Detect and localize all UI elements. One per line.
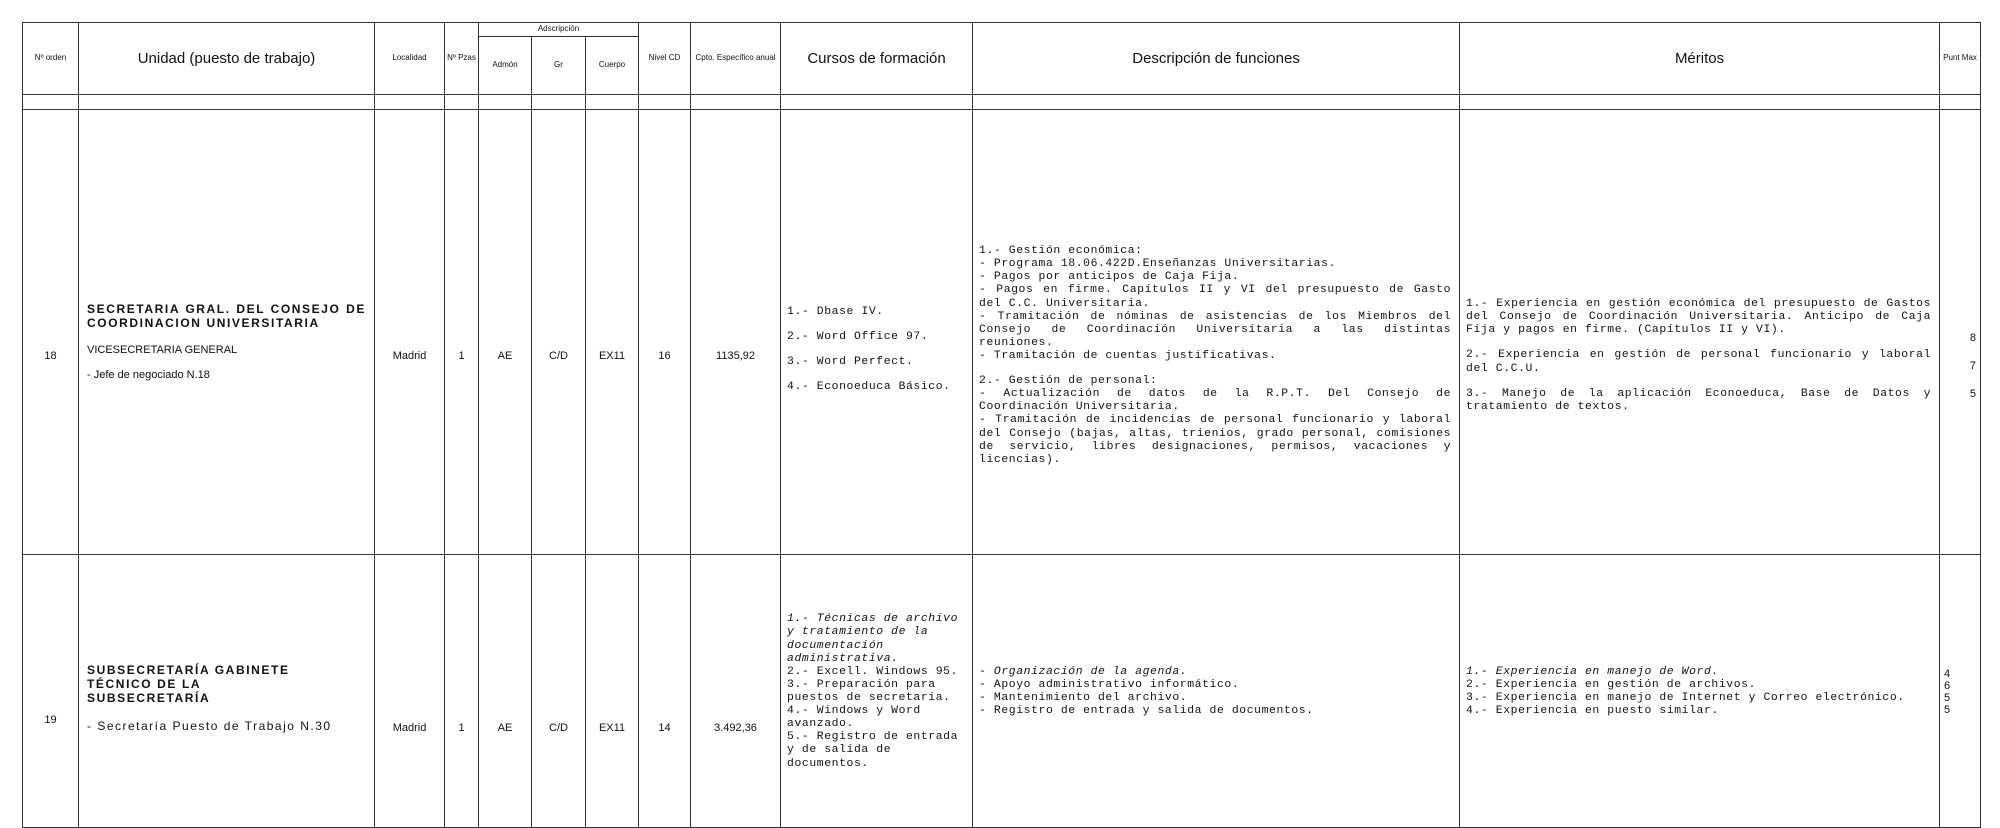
unidad-title: SUBSECRETARÍA GABINETE TÉCNICO DE LA SUBSECRETARÍA: [87, 663, 290, 705]
cell-gr: C/D: [532, 555, 586, 828]
curso-item: 3.- Preparación para puestos de secretaria.: [787, 678, 951, 704]
header-adscripcion: Adscripción: [479, 23, 639, 37]
header-puntos: Punt Max: [1940, 23, 1981, 95]
table-row: [23, 555, 1981, 828]
cell-descripcion: [973, 555, 1460, 828]
curso-item: 3.- Word Perfect.: [787, 356, 914, 368]
descripcion-line: - Programa 18.06.422D.Enseñanzas Universitarias.: [979, 258, 1336, 271]
header-meritos: Méritos: [1460, 23, 1940, 95]
curso-item: 4.- Econoeduca Básico.: [787, 381, 951, 394]
merito-spacer: [1466, 376, 1931, 388]
punto-value: 5: [1969, 388, 1977, 400]
merito-spacer: [1466, 337, 1931, 349]
curso-item: 1.- Dbase IV.: [787, 305, 884, 318]
cell-nivel: 14: [639, 555, 691, 828]
cell-puntos: [1940, 555, 1981, 828]
descripcion-spacer: [979, 363, 1451, 375]
cell-gr: C/D: [532, 110, 586, 555]
unidad-puesto: - Secretaría Puesto de Trabajo N.30: [87, 718, 332, 733]
cell-cursos: [781, 555, 973, 828]
merito-item: 2.- Experiencia en gestión de personal funcionario y laboral del C.C.U.: [1466, 349, 1932, 375]
punto-value: 4: [1944, 668, 1951, 680]
cell-unidad: [79, 555, 375, 828]
descripcion-line: - Organización de la agenda.: [979, 665, 1188, 678]
unidad-puesto: - Jefe de negociado N.18: [87, 369, 210, 382]
descripcion-line: - Pagos por anticipos de Caja Fija.: [979, 271, 1240, 284]
descripcion-line: - Registro de entrada y salida de documentos.: [979, 705, 1314, 718]
punto-value: 5: [1944, 692, 1951, 704]
merito-item: 1.- Experiencia en manejo de Word.: [1466, 665, 1719, 678]
merito-item: 3.- Experiencia en manejo de Internet y Correo electrónico.: [1466, 692, 1905, 704]
descripcion-line: - Tramitación de incidencias de personal funcionario y laboral del Consejo (bajas, altas, trienios, grado personal, comisiones de servicio, libres designaciones, permisos, vacaciones y licencias).: [979, 414, 1452, 466]
descripcion-line: 1.- Gestión económica:: [979, 245, 1143, 258]
cell-puntos: [1940, 110, 1981, 555]
descripcion-line: - Actualización de datos de la R.P.T. Del Consejo de Coordinación Universitaria.: [979, 388, 1452, 414]
cell-localidad: Madrid: [375, 110, 445, 555]
curso-item: 2.- Word Office 97.: [787, 330, 929, 343]
curso-item: 1.- Técnicas de archivo y tratamiento de la documentación administrativa.: [787, 613, 959, 665]
descripcion-line: 2.- Gestión de personal:: [979, 375, 1158, 388]
descripcion-line: - Apoyo administrativo informático.: [979, 678, 1240, 691]
header-orden: Nº orden: [23, 23, 79, 95]
cell-localidad: Madrid: [375, 555, 445, 828]
descripcion-line: - Pagos en firme. Capítulos II y VI del presupuesto de Gasto del C.C. Universitaria.: [979, 284, 1452, 310]
punto-value: 7: [1969, 360, 1977, 372]
cell-cpto: 3.492,36: [691, 555, 781, 828]
cell-admon: AE: [479, 555, 532, 828]
header-descripcion: Descripción de funciones: [973, 23, 1460, 95]
cell-cpto: 1135,92: [691, 110, 781, 555]
header-pzas: Nº Pzas: [445, 23, 479, 95]
rpt-table: [22, 22, 1981, 828]
merito-item: 1.- Experiencia en gestión económica del presupuesto de Gastos del Consejo de Coordinación Universitaria. Anticipo de Caja Fija y pagos en firme. (Capítulos II y VI).: [1466, 298, 1932, 337]
cell-cuerpo: EX11: [586, 110, 639, 555]
unidad-title: SECRETARIA GRAL. DEL CONSEJO DE COORDINACION UNIVERSITARIA: [87, 301, 366, 330]
curso-item: 4.- Windows y Word avanzado.: [787, 705, 921, 731]
punto-value: 8: [1969, 332, 1977, 344]
descripcion-line: - Tramitación de nóminas de asistencias de los Miembros del Consejo de Coordinación Universitaria a las distintas reuniones.: [979, 310, 1452, 349]
separator-row: [23, 95, 1981, 110]
header-gr: Gr: [532, 37, 586, 95]
cell-admon: AE: [479, 110, 532, 555]
header-admon: Admón: [479, 37, 532, 95]
cell-descripcion: [973, 110, 1460, 555]
cell-unidad: [79, 110, 375, 555]
curso-item: 2.- Excell. Windows 95.: [787, 665, 959, 678]
cell-nivel: 16: [639, 110, 691, 555]
header-cuerpo: Cuerpo: [586, 37, 639, 95]
merito-item: 2.- Experiencia en gestión de archivos.: [1466, 678, 1757, 691]
cell-pzas: 1: [445, 555, 479, 828]
header-nivel: Nivel CD: [639, 23, 691, 95]
descripcion-line: - Mantenimiento del archivo.: [979, 692, 1188, 704]
descripcion-line: - Tramitación de cuentas justificativas.: [979, 350, 1277, 362]
punto-value: 6: [1944, 680, 1951, 692]
header-cursos: Cursos de formación: [781, 23, 973, 95]
cell-meritos: [1460, 555, 1940, 828]
merito-item: 3.- Manejo de la aplicación Econoeduca, Base de Datos y tratamiento de textos.: [1466, 387, 1932, 413]
punto-value: 5: [1944, 704, 1951, 716]
cell-meritos: [1460, 110, 1940, 555]
cell-orden: 19: [23, 555, 79, 828]
merito-item: 4.- Experiencia en puesto similar.: [1466, 705, 1719, 718]
cell-pzas: 1: [445, 110, 479, 555]
cell-orden: 18: [23, 110, 79, 555]
header-cpto: Cpto. Específico anual: [691, 23, 781, 95]
curso-item: 5.- Registro de entrada y de salida de documentos.: [787, 731, 959, 770]
header-localidad: Localidad: [375, 23, 445, 95]
cell-cursos: [781, 110, 973, 555]
header-unidad: Unidad (puesto de trabajo): [79, 23, 375, 95]
unidad-sub: VICESECRETARIA GENERAL: [87, 344, 238, 357]
table-row: [23, 110, 1981, 555]
cell-cuerpo: EX11: [586, 555, 639, 828]
